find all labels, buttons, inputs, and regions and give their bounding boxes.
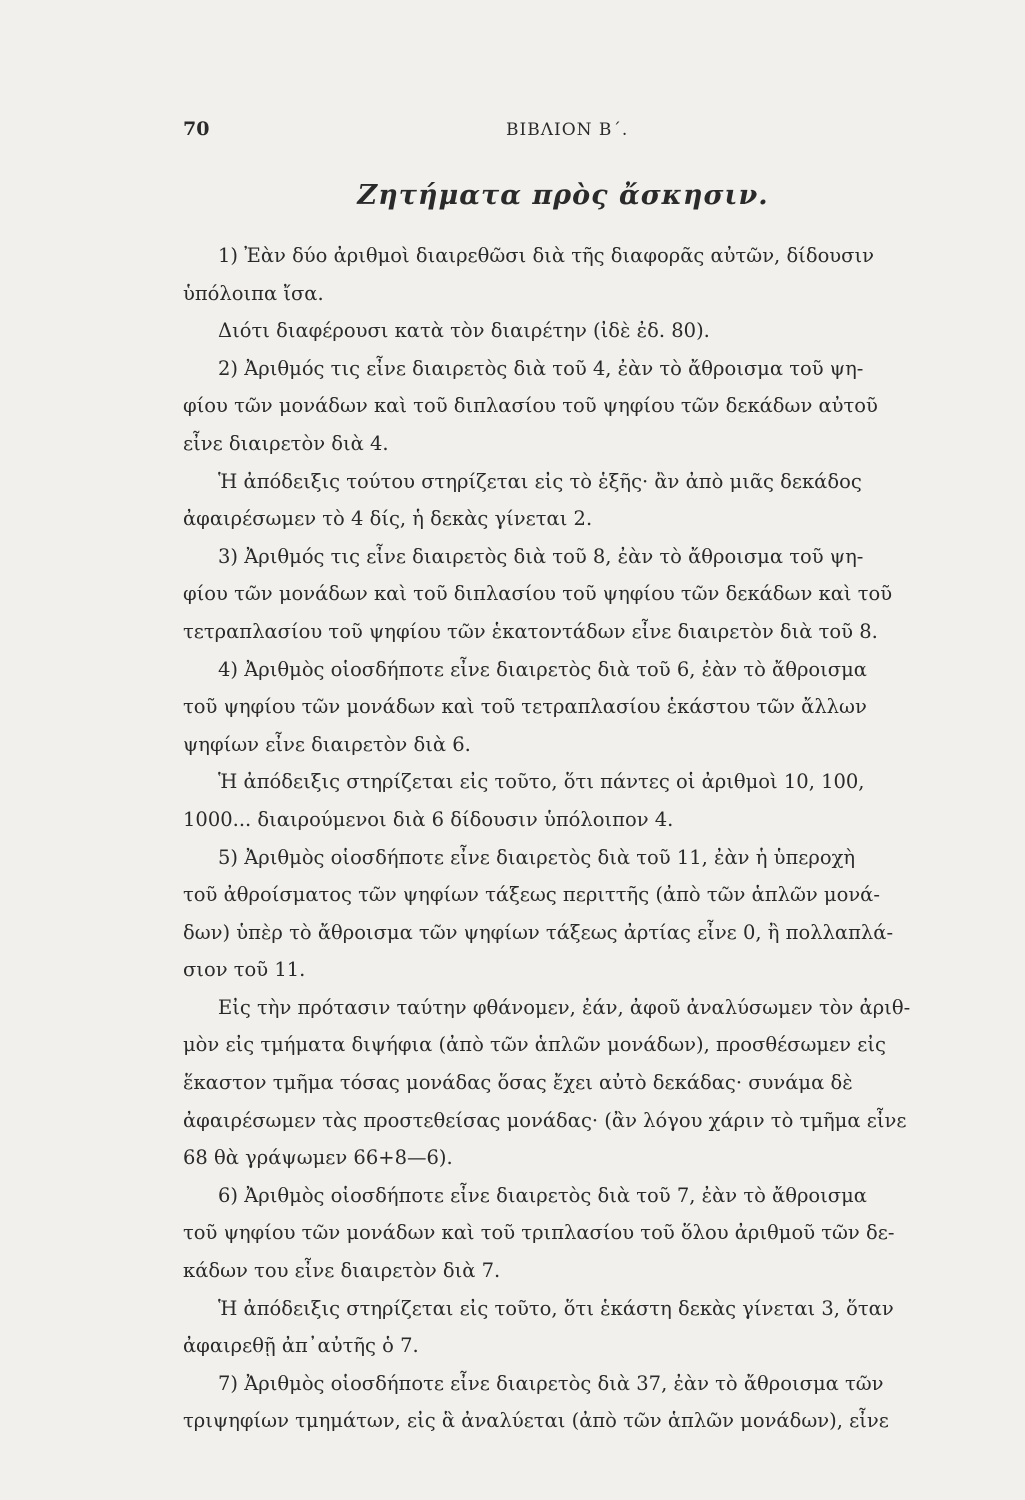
running-head: ΒΙΒΛΙΟΝ Β΄. — [506, 120, 629, 140]
text-line: 68 θὰ γράψωμεν 66+8—6). — [183, 1146, 453, 1170]
text-line: τοῦ ἀθροίσματος τῶν ψηφίων τάξεως περιττῆς (ἀπὸ τῶν ἁπλῶν μονά- — [183, 883, 880, 907]
text-line: 7) Ἀριθμὸς οἱοσδήποτε εἶνε διαιρετὸς διὰ 37, ἐὰν τὸ ἄθροισμα τῶν — [218, 1371, 884, 1395]
text-line: ψηφίων εἶνε διαιρετὸν διὰ 6. — [183, 732, 471, 756]
text-line: σιον τοῦ 11. — [183, 958, 306, 982]
body-text — [183, 237, 953, 1440]
text-line: Εἰς τὴν πρότασιν ταύτην φθάνομεν, ἐάν, ἀφοῦ ἀναλύσωμεν τὸν ἀριθ- — [218, 995, 911, 1019]
text-line: μὸν εἰς τμήματα διψήφια (ἀπὸ τῶν ἁπλῶν μονάδων), προσθέσωμεν εἰς — [183, 1033, 886, 1057]
text-line: τριψηφίων τμημάτων, εἰς ἃ ἀναλύεται (ἀπὸ τῶν ἁπλῶν μονάδων), εἶνε — [183, 1409, 889, 1433]
text-line: ἕκαστον τμῆμα τόσας μονάδας ὅσας ἔχει αὐτὸ δεκάδας· συνάμα δὲ — [183, 1071, 853, 1095]
text-line: τοῦ ψηφίου τῶν μονάδων καὶ τοῦ τετραπλασίου ἑκάστου τῶν ἄλλων — [183, 695, 867, 719]
page-header — [183, 118, 943, 148]
text-line: 5) Ἀριθμὸς οἱοσδήποτε εἶνε διαιρετὸς διὰ τοῦ 11, ἐὰν ἡ ὑπεροχὴ — [218, 845, 856, 869]
text-line: ὑπόλοιπα ἴσα. — [183, 281, 324, 305]
text-line: 6) Ἀριθμὸς οἱοσδήποτε εἶνε διαιρετὸς διὰ τοῦ 7, ἐὰν τὸ ἄθροισμα — [218, 1183, 867, 1207]
text-line: Ἡ ἀπόδειξις τούτου στηρίζεται εἰς τὸ ἑξῆς· ἂν ἀπὸ μιᾶς δεκάδος — [218, 469, 862, 493]
text-line: δων) ὑπὲρ τὸ ἄθροισμα τῶν ψηφίων τάξεως ἀρτίας εἶνε 0, ἢ πολλαπλά- — [183, 920, 894, 944]
text-line: 1) Ἐὰν δύο ἀριθμοὶ διαιρεθῶσι διὰ τῆς διαφορᾶς αὐτῶν, δίδουσιν — [218, 244, 874, 267]
text-line: τοῦ ψηφίου τῶν μονάδων καὶ τοῦ τριπλασίου τοῦ ὅλου ἀριθμοῦ τῶν δε- — [183, 1221, 895, 1245]
text-line: 4) Ἀριθμὸς οἱοσδήποτε εἶνε διαιρετὸς διὰ τοῦ 6, ἐὰν τὸ ἄθροισμα — [218, 657, 867, 681]
text-line: Διότι διαφέρουσι κατὰ τὸν διαιρέτην (ἰδὲ ἐδ. 80). — [218, 319, 710, 343]
text-line: 3) Ἀριθμός τις εἶνε διαιρετὸς διὰ τοῦ 8, ἐὰν τὸ ἄθροισμα τοῦ ψη- — [218, 544, 864, 568]
text-line: ἀφαιρεθῇ ἀπ᾽αὐτῆς ὁ 7. — [183, 1334, 419, 1358]
text-line: ἀφαιρέσωμεν τὰς προστεθείσας μονάδας· (ἂν λόγου χάριν τὸ τμῆμα εἶνε — [183, 1108, 907, 1132]
text-line: τετραπλασίου τοῦ ψηφίου τῶν ἑκατοντάδων εἶνε διαιρετὸν διὰ τοῦ 8. — [183, 619, 878, 643]
text-line: Ἡ ἀπόδειξις στηρίζεται εἰς τοῦτο, ὅτι πάντες οἱ ἀριθμοὶ 10, 100, — [218, 770, 865, 794]
text-line: φίου τῶν μονάδων καὶ τοῦ διπλασίου τοῦ ψηφίου τῶν δεκάδων αὐτοῦ — [183, 394, 878, 418]
text-line: Ἡ ἀπόδειξις στηρίζεται εἰς τοῦτο, ὅτι ἑκάστη δεκὰς γίνεται 3, ὅταν — [218, 1296, 894, 1320]
text-line: ἀφαιρέσωμεν τὸ 4 δίς, ἡ δεκὰς γίνεται 2. — [183, 507, 593, 531]
section-title: Ζητήματα πρὸς ἄσκησιν. — [357, 180, 769, 211]
text-line: 1000... διαιρούμενοι διὰ 6 δίδουσιν ὑπόλοιπον 4. — [183, 807, 674, 831]
page-number: 70 — [183, 118, 210, 140]
text-line: φίου τῶν μονάδων καὶ τοῦ διπλασίου τοῦ ψηφίου τῶν δεκάδων καὶ τοῦ — [183, 582, 893, 606]
text-line: 2) Ἀριθμός τις εἶνε διαιρετὸς διὰ τοῦ 4, ἐὰν τὸ ἄθροισμα τοῦ ψη- — [218, 356, 864, 380]
text-line: κάδων του εἶνε διαιρετὸν διὰ 7. — [183, 1259, 501, 1283]
text-line: εἶνε διαιρετὸν διὰ 4. — [183, 431, 389, 455]
